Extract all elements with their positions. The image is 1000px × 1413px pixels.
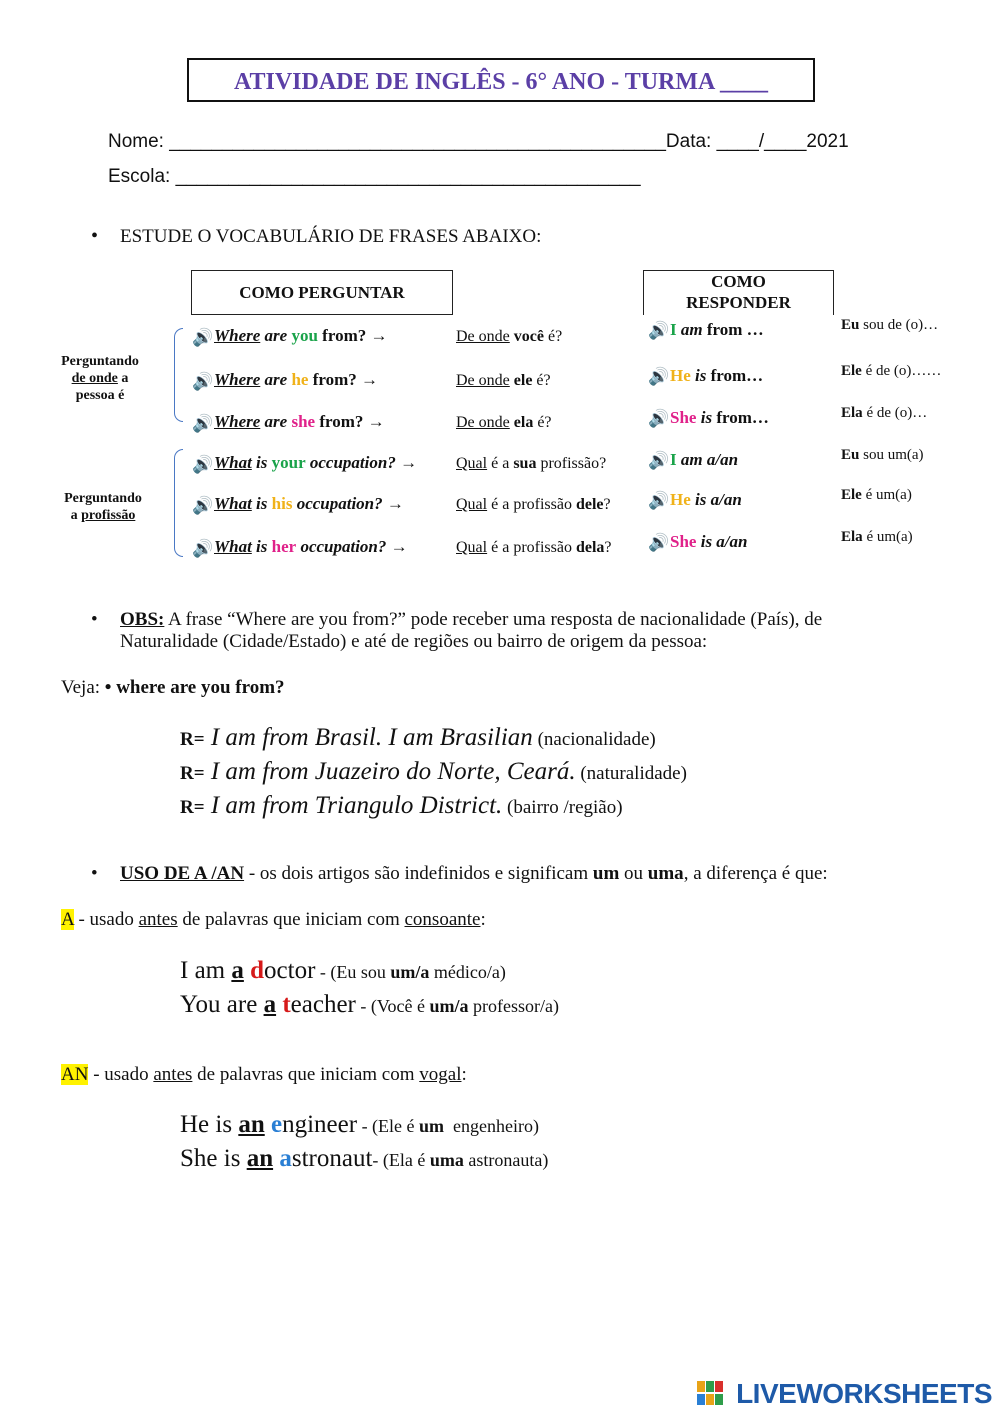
translation-underlined: Qual (456, 496, 488, 513)
translation-cell (455, 402, 647, 444)
a-ex2-pre: You are (180, 991, 264, 1018)
response-cell (840, 360, 961, 402)
translation-cell (455, 444, 647, 484)
question-end: from? → (308, 370, 379, 390)
answer-verb: is a/an (690, 490, 742, 509)
question-end: occupation? → (296, 537, 408, 557)
articles-intro-1: - os dois artigos são indefinidos e significam (244, 863, 593, 884)
speaker-icon[interactable]: 🔊 (648, 533, 670, 553)
obs-label: OBS: (120, 609, 165, 630)
side-place-1: Perguntando (61, 354, 139, 369)
a-ex1-pre: I am (180, 957, 232, 984)
a-ex1-art: a (231, 957, 244, 984)
translation-bold: dele (571, 496, 604, 513)
vocab-row (191, 444, 961, 484)
response-bold: Ela (841, 405, 863, 421)
question-cell (191, 526, 455, 570)
name-label: Nome: (108, 131, 170, 152)
translation-cell (455, 360, 647, 402)
response-text: é um(a) (862, 529, 913, 545)
question-verb: are (260, 370, 292, 390)
an-rule-text-2: de palavras que iniciam com (192, 1064, 420, 1085)
speaker-icon[interactable]: 🔊 (192, 495, 214, 515)
a-ex2-first: t (282, 991, 291, 1018)
question-cell (191, 444, 455, 484)
veja-line (61, 677, 285, 699)
articles-ou: ou (619, 863, 648, 884)
an-ex1-tr1: - (Ele é (357, 1116, 420, 1136)
translation-cell (455, 526, 647, 570)
title-box (187, 58, 815, 102)
question-word: Where (214, 370, 261, 390)
answer-pronoun: She (670, 408, 697, 427)
answer-3-note: (bairro /região) (502, 797, 623, 818)
a-ex2-art: a (263, 991, 277, 1018)
side-job-3: profissão (81, 508, 136, 523)
a-ex2-rest: eacher (290, 991, 356, 1018)
an-ex1-art: an (238, 1111, 265, 1138)
answer-pronoun: He (670, 366, 691, 385)
answer-2-note: (naturalidade) (575, 763, 687, 784)
speaker-icon[interactable]: 🔊 (648, 367, 670, 387)
a-ex1-trb: um/a (390, 962, 430, 982)
study-instruction: • ESTUDE O VOCABULÁRIO DE FRASES ABAIXO: (91, 225, 542, 247)
an-ex2-trb: uma (429, 1150, 464, 1170)
answer-verb: am a/an (676, 450, 739, 469)
translation-end: é? (543, 328, 563, 345)
translation-bold: sua (509, 455, 537, 472)
header-answer-text: COMO RESPONDER (686, 272, 791, 312)
a-example-1 (180, 955, 559, 989)
vocab-row (191, 526, 961, 570)
answer-verb: am (676, 320, 703, 339)
translation-mid: é a profissão (487, 496, 572, 513)
answer-3 (180, 790, 687, 824)
side-job-1: Perguntando (64, 491, 142, 506)
side-label-place (50, 353, 150, 404)
an-ex2-art: an (246, 1145, 274, 1172)
study-instruction-text: ESTUDE O VOCABULÁRIO DE FRASES ABAIXO: (120, 226, 542, 247)
translation-underlined: De onde (456, 328, 510, 345)
question-verb: are (260, 326, 292, 346)
answer-end: from … (702, 320, 764, 339)
question-end: occupation? → (292, 494, 404, 514)
a-ex1-tr1: - (Eu sou (315, 962, 391, 982)
a-ex2-tr1: - (Você é (355, 996, 430, 1016)
answer-pronoun: I (670, 320, 677, 339)
translation-bold: dela (571, 539, 605, 556)
answers-block (180, 722, 687, 824)
articles-intro-2: , a diferença é que: (683, 863, 828, 884)
translation-underlined: Qual (456, 539, 488, 556)
question-word: What (214, 453, 252, 473)
response-text: é de (o)… (862, 405, 928, 421)
question-end: from? → (317, 326, 388, 346)
translation-bold: você (509, 328, 544, 345)
header-ask (191, 270, 453, 315)
obs-text-1: A frase “Where are you from?” pode receber uma resposta de nacionalidade (País), de (164, 609, 823, 630)
question-pronoun: he (291, 370, 309, 390)
an-rule-colon: : (461, 1064, 467, 1085)
school-line (108, 166, 641, 188)
question-word: What (214, 537, 252, 557)
header-ask-text: COMO PERGUNTAR (239, 283, 405, 302)
an-ex2-first: a (279, 1145, 292, 1172)
response-text: sou um(a) (859, 447, 924, 463)
an-example-1 (180, 1109, 548, 1143)
question-cell (191, 360, 455, 402)
response-bold: Eu (841, 317, 860, 333)
an-examples (180, 1109, 548, 1177)
translation-end: é? (533, 414, 552, 431)
speaker-icon[interactable]: 🔊 (192, 413, 214, 433)
school-label: Escola: (108, 166, 176, 187)
an-rule-antes: antes (153, 1064, 193, 1085)
articles-um: um (592, 863, 620, 884)
answer-3-text: I am from Triangulo District. (204, 792, 503, 819)
vocab-table (191, 314, 961, 570)
a-example-2 (180, 989, 559, 1023)
answer-cell (647, 444, 840, 484)
obs-paragraph: • OBS: A frase “Where are you from?” pode receber uma resposta de nacionalidade (País), de Naturalidade (Cidade/Estado) e até de regiões ou bairro de origem da pessoa: (91, 609, 823, 652)
vocab-row (191, 314, 961, 360)
a-ex2-trb: um/a (429, 996, 469, 1016)
question-pronoun: you (291, 326, 318, 346)
name-input[interactable]: _______________________________________________ (169, 131, 666, 152)
answer-2-r: R= (180, 763, 205, 784)
response-cell (840, 314, 961, 360)
speaker-icon[interactable]: 🔊 (648, 491, 670, 511)
name-line (108, 131, 849, 153)
translation-end: profissão? (536, 455, 607, 472)
side-job-2: a (70, 508, 82, 523)
answer-cell (647, 314, 840, 360)
translation-underlined: Qual (456, 455, 488, 472)
answer-verb: is (690, 366, 707, 385)
a-ex1-first: d (250, 957, 265, 984)
a-label: A (61, 909, 74, 930)
a-rule-consoante: consoante (404, 909, 481, 930)
response-cell (840, 526, 961, 570)
speaker-icon[interactable]: 🔊 (648, 409, 670, 429)
speaker-icon[interactable]: 🔊 (192, 454, 214, 474)
response-text: sou de (o)… (859, 317, 939, 333)
a-rule-colon: : (480, 909, 486, 930)
question-end: occupation? → (305, 453, 418, 473)
translation-mid: é a (487, 455, 510, 472)
translation-underlined: De onde (456, 414, 510, 431)
vocab-row (191, 402, 961, 444)
question-pronoun: his (271, 494, 293, 514)
side-place-3: a (117, 371, 129, 386)
speaker-icon[interactable]: 🔊 (648, 321, 670, 341)
question-cell (191, 402, 455, 444)
a-ex2-tr2: professor/a) (468, 996, 559, 1016)
a-ex1-tr2: médico/a) (429, 962, 506, 982)
veja-question: • where are you from? (104, 677, 285, 698)
a-rule-text-2: de palavras que iniciam com (177, 909, 405, 930)
an-ex2-rest: stronaut (291, 1145, 373, 1172)
date-label: Data: ____/____2021 (665, 131, 849, 152)
question-pronoun: your (271, 453, 306, 473)
response-cell (840, 444, 961, 484)
translation-bold: ele (509, 372, 533, 389)
response-bold: Eu (841, 447, 860, 463)
response-cell (840, 402, 961, 444)
answer-1 (180, 722, 687, 756)
an-ex2-pre: She is (180, 1145, 247, 1172)
an-label: AN (61, 1064, 89, 1085)
liveworksheets-logo-icon (697, 1381, 723, 1405)
a-rule-text-1: - usado (73, 909, 139, 930)
translation-bold: ela (509, 414, 534, 431)
an-rule-text-1: - usado (88, 1064, 154, 1085)
speaker-icon[interactable]: 🔊 (648, 451, 670, 471)
translation-mid: é a profissão (487, 539, 572, 556)
speaker-icon[interactable]: 🔊 (192, 327, 214, 347)
an-rule-vogal: vogal (419, 1064, 462, 1085)
obs-text-2: Naturalidade (Cidade/Estado) e até de regiões ou bairro de origem da pessoa: (120, 631, 708, 652)
response-bold: Ele (841, 363, 862, 379)
header-answer (643, 270, 834, 315)
answer-cell (647, 360, 840, 402)
a-rule (61, 909, 486, 931)
translation-end: ? (604, 539, 612, 556)
translation-end: é? (532, 372, 551, 389)
question-verb: is (251, 537, 272, 557)
answer-verb: is (696, 408, 713, 427)
answer-3-r: R= (180, 797, 205, 818)
articles-uma: uma (647, 863, 684, 884)
question-word: Where (214, 326, 261, 346)
question-verb: is (251, 453, 272, 473)
response-bold: Ela (841, 529, 863, 545)
vocab-row (191, 484, 961, 526)
speaker-icon[interactable]: 🔊 (192, 371, 214, 391)
side-place-4: pessoa é (75, 388, 125, 403)
an-ex2-tr1: - (Ela é (372, 1150, 430, 1170)
response-text: é de (o)…… (861, 363, 942, 379)
answer-2-text: I am from Juazeiro do Norte, Ceará. (204, 758, 576, 785)
translation-cell (455, 484, 647, 526)
answer-2 (180, 756, 687, 790)
answer-cell (647, 402, 840, 444)
side-place-2: de onde (71, 371, 118, 386)
translation-end: ? (603, 496, 611, 513)
articles-title: USO DE A /AN (120, 863, 245, 884)
response-cell (840, 484, 961, 526)
answer-cell (647, 484, 840, 526)
answer-end: from… (706, 366, 764, 385)
translation-cell (455, 314, 647, 360)
question-verb: are (260, 412, 292, 432)
side-label-job (50, 490, 156, 524)
translation-underlined: De onde (456, 372, 510, 389)
an-ex1-first: e (270, 1111, 283, 1138)
question-pronoun: her (271, 537, 297, 557)
question-cell (191, 314, 455, 360)
brace-job (174, 449, 183, 557)
response-text: é um(a) (861, 487, 912, 503)
an-ex1-pre: He is (180, 1111, 239, 1138)
page-title: ATIVIDADE DE INGLÊS - 6° ANO - TURMA ____ (233, 69, 769, 95)
response-bold: Ele (841, 487, 862, 503)
answer-pronoun: She (670, 532, 697, 551)
question-end: from? → (315, 412, 385, 432)
school-input[interactable]: ____________________________________________ (175, 166, 641, 187)
an-ex1-rest: ngineer (282, 1111, 358, 1138)
an-ex1-tr2: engenheiro) (444, 1116, 540, 1136)
question-word: Where (214, 412, 261, 432)
answer-end: from… (712, 408, 769, 427)
answer-cell (647, 526, 840, 570)
vocab-row (191, 360, 961, 402)
question-pronoun: she (291, 412, 316, 432)
a-examples (180, 955, 559, 1023)
an-example-2 (180, 1143, 548, 1177)
a-ex1-rest: octor (264, 957, 316, 984)
brace-place (174, 328, 183, 422)
answer-pronoun: He (670, 490, 691, 509)
an-ex1-trb: um (419, 1116, 445, 1136)
question-cell (191, 484, 455, 526)
answer-verb: is a/an (696, 532, 748, 551)
veja-label: Veja: (61, 677, 105, 698)
a-rule-antes: antes (138, 909, 178, 930)
an-rule (61, 1064, 467, 1086)
footer-brand[interactable]: LIVEWORKSHEETS (736, 1378, 992, 1409)
answer-1-note: (nacionalidade) (532, 729, 656, 750)
answer-1-text: I am from Brasil. I am Brasilian (204, 724, 533, 751)
question-word: What (214, 494, 252, 514)
answer-1-r: R= (180, 729, 205, 750)
speaker-icon[interactable]: 🔊 (192, 538, 214, 558)
articles-intro: • USO DE A /AN - os dois artigos são indefinidos e significam um ou uma, a diferença é que: (91, 863, 828, 884)
answer-pronoun: I (670, 450, 677, 469)
question-verb: is (251, 494, 272, 514)
an-ex2-tr2: astronauta) (463, 1150, 549, 1170)
